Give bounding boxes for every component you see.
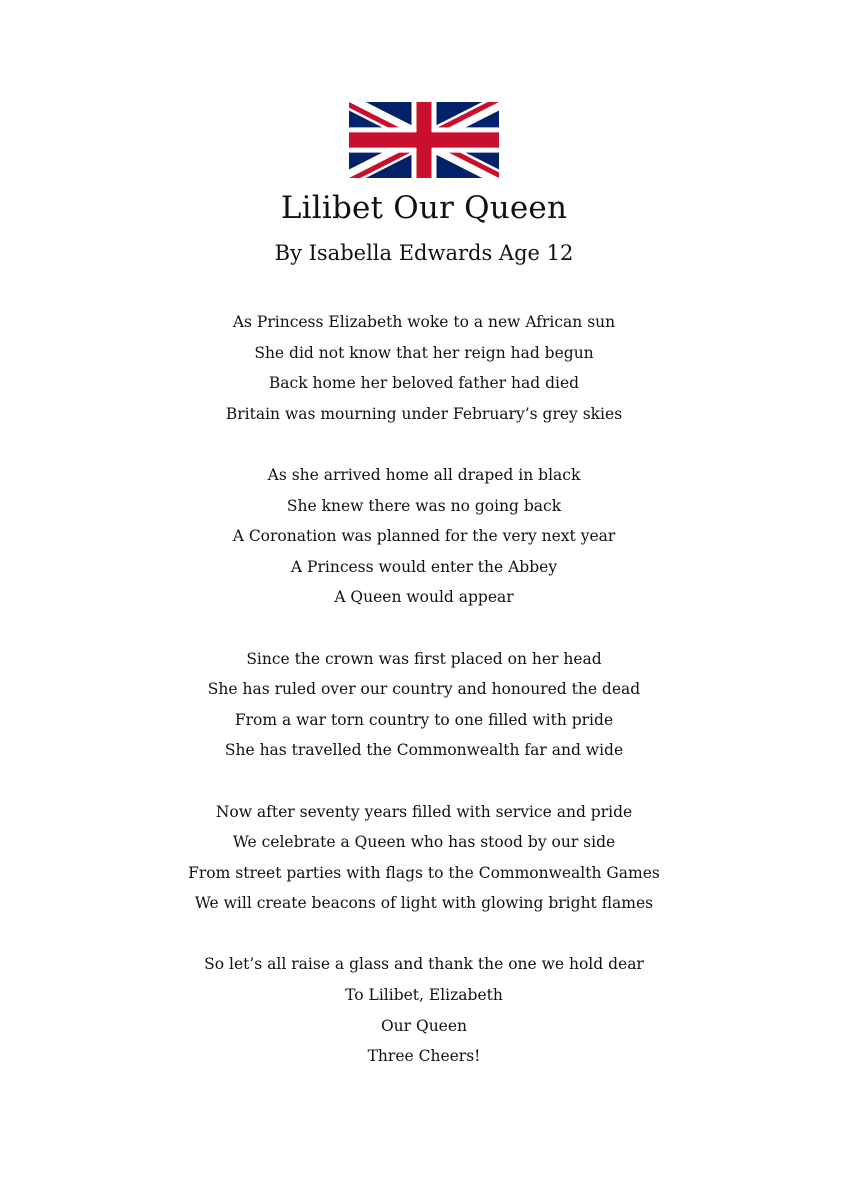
poem-line: As she arrived home all draped in black bbox=[267, 465, 581, 484]
poem-line: She knew there was no going back bbox=[286, 496, 562, 515]
poem-line: Now after seventy years filled with service and pride bbox=[215, 802, 633, 821]
poem-line: So let’s all raise a glass and thank the one we hold dear bbox=[204, 955, 644, 974]
union-jack-flag-icon bbox=[349, 102, 499, 178]
poem-line: She did not know that her reign had begun bbox=[254, 343, 594, 362]
poem-byline: By Isabella Edwards Age 12 bbox=[274, 241, 574, 265]
poem-line: A Princess would enter the Abbey bbox=[290, 557, 558, 576]
poem-line: Our Queen bbox=[380, 1016, 468, 1035]
poem-line: She has travelled the Commonwealth far and wide bbox=[224, 741, 624, 760]
poem-line: She has ruled over our country and honoured the dead bbox=[207, 680, 641, 699]
poem-line: A Coronation was planned for the very next year bbox=[232, 527, 616, 546]
poem-line: Since the crown was first placed on her head bbox=[246, 649, 602, 668]
poem-stanza bbox=[0, 307, 848, 429]
poem-stanza bbox=[0, 644, 848, 766]
poem-line: From street parties with flags to the Commonwealth Games bbox=[188, 863, 660, 882]
poem-line: Britain was mourning under February’s grey skies bbox=[225, 404, 623, 423]
poem-line: As Princess Elizabeth woke to a new African sun bbox=[232, 313, 616, 331]
poem-title: Lilibet Our Queen bbox=[280, 190, 568, 226]
poem-line: To Lilibet, Elizabeth bbox=[345, 986, 503, 1005]
poem-line: Three Cheers! bbox=[367, 1047, 481, 1066]
poem-line: Back home her beloved father had died bbox=[268, 374, 580, 393]
poem-line: A Queen would appear bbox=[334, 588, 514, 607]
poem-stanza bbox=[0, 949, 848, 1071]
poem-line: We will create beacons of light with glowing bright flames bbox=[194, 894, 654, 913]
poem-line: We celebrate a Queen who has stood by our side bbox=[232, 833, 616, 852]
poem-stanza bbox=[0, 797, 848, 919]
poem-stanza bbox=[0, 460, 848, 613]
poem-body bbox=[0, 307, 848, 1102]
poem-line: From a war torn country to one filled with pride bbox=[234, 710, 614, 729]
